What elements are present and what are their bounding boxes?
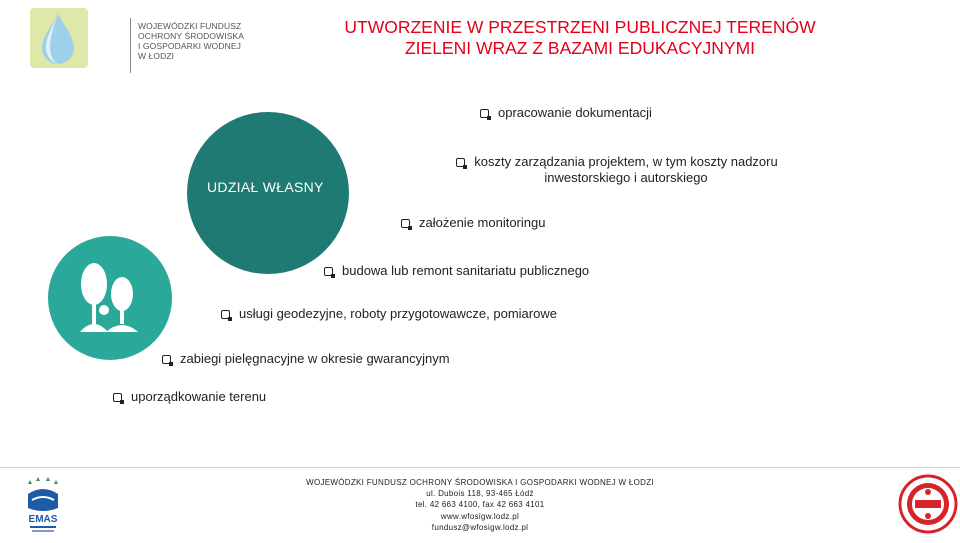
bullet-item bbox=[324, 263, 589, 279]
water-drop-logo-icon bbox=[28, 8, 108, 70]
bullet-item bbox=[113, 389, 266, 405]
certification-seal bbox=[898, 474, 958, 534]
footer-address: ul. Dubois 118, 93-465 Łódź bbox=[426, 489, 534, 499]
fund-logo bbox=[28, 8, 245, 68]
bullet-item bbox=[401, 215, 545, 231]
bullet-text: zabiegi pielęgnacyjne w okresie gwarancyjnym bbox=[180, 351, 450, 366]
emas-label: EMAS bbox=[28, 514, 58, 525]
quality-seal-icon bbox=[898, 474, 958, 534]
footer-divider bbox=[0, 467, 960, 468]
footer-website-link[interactable]: www.wfosigw.lodz.pl bbox=[440, 511, 520, 521]
own-contribution-label: UDZIAŁ WŁASNY bbox=[207, 179, 324, 195]
footer-org-name: WOJEWÓDZKI FUNDUSZ OCHRONY ŚRODOWISKA I GOSPODARKI WODNEJ W ŁODZI bbox=[306, 478, 654, 487]
bullet-item bbox=[431, 154, 803, 186]
bullet-text: opracowanie dokumentacji bbox=[498, 105, 652, 120]
logo-line: OCHRONY ŚRODOWISKA bbox=[138, 31, 245, 41]
title-line-1: UTWORZENIE W PRZESTRZENI PUBLICZNEJ TERENÓW bbox=[344, 17, 816, 37]
bullet-text-continued: inwestorskiego i autorskiego bbox=[544, 170, 708, 185]
logo-line: WOJEWÓDZKI FUNDUSZ bbox=[138, 21, 242, 31]
bullet-text: koszty zarządzania projektem, w tym koszty nadzoru bbox=[474, 154, 778, 169]
logo-line: W ŁODZI bbox=[138, 51, 175, 61]
bullet-text: uporządkowanie terenu bbox=[131, 389, 267, 404]
logo-line: I GOSPODARKI WODNEJ bbox=[138, 41, 241, 51]
checkbox-bullet-icon bbox=[162, 355, 171, 364]
title-line-2: ZIELENI WRAZ Z BAZAMI EDUKACYJNYMI bbox=[404, 38, 756, 58]
footer-contact bbox=[280, 477, 680, 533]
bullet-text: założenie monitoringu bbox=[419, 215, 546, 230]
trees-icon bbox=[48, 236, 172, 360]
bullet-text: budowa lub remont sanitariatu publicznego bbox=[342, 263, 590, 278]
checkbox-bullet-icon bbox=[113, 393, 122, 402]
bullet-text: usługi geodezyjne, roboty przygotowawcze, pomiarowe bbox=[239, 306, 557, 321]
bullet-item bbox=[162, 351, 450, 367]
emas-icon bbox=[18, 474, 68, 538]
checkbox-bullet-icon bbox=[324, 267, 333, 276]
bullet-item bbox=[221, 306, 557, 322]
checkbox-bullet-icon bbox=[480, 109, 489, 118]
trees-circle bbox=[48, 236, 172, 360]
checkbox-bullet-icon bbox=[456, 158, 465, 167]
footer-phone: tel. 42 663 4100, fax 42 663 4101 bbox=[415, 500, 545, 510]
slide-title bbox=[300, 17, 860, 59]
checkbox-bullet-icon bbox=[401, 219, 410, 228]
bullet-item bbox=[480, 105, 652, 121]
logo-divider bbox=[130, 18, 131, 73]
checkbox-bullet-icon bbox=[221, 310, 230, 319]
emas-logo bbox=[18, 474, 68, 538]
logo-text bbox=[138, 21, 244, 61]
footer-email-link[interactable]: fundusz@wfosigw.lodz.pl bbox=[431, 522, 529, 532]
